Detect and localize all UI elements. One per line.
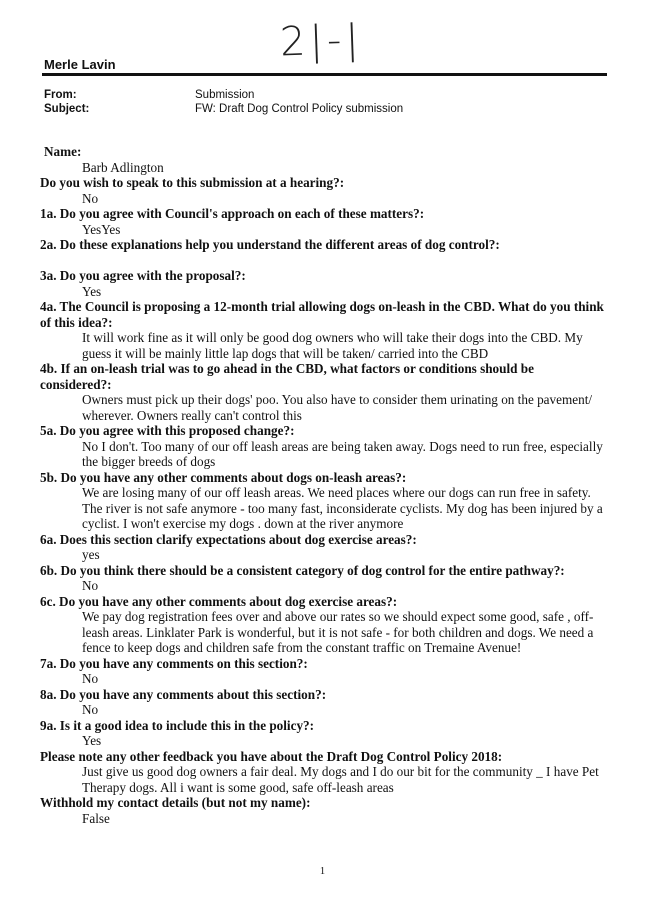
- answer: Yes: [82, 733, 102, 748]
- answer: No: [82, 671, 99, 686]
- question: 5b. Do you have any other comments about dogs on-leash areas?:: [40, 469, 407, 485]
- question: Please note any other feedback you have about the Draft Dog Control Policy 2018:: [40, 748, 503, 764]
- question: 6a. Does this section clarify expectations about dog exercise areas?:: [40, 531, 417, 547]
- question: 7a. Do you have any comments on this section?:: [40, 655, 308, 671]
- answer: No I don't. Too many of our off leash areas are being taken away. Dogs need to run free, especially the bigger breeds of dogs: [82, 438, 603, 469]
- answer: Owners must pick up their dogs' poo. You also have to consider them urinating on the pavement/ wherever. Owners really can't control this: [82, 392, 593, 423]
- answer: No: [82, 702, 99, 717]
- answer: We pay dog registration fees over and above our rates so we should expect some good, safe , off-leash areas. Linklater Park is wonderful, but it is not safe - for both children and dogs. We need a fence to keep dogs and children safe from the constant traffic on Tremaine Avenue!: [82, 609, 594, 655]
- question: 9a. Is it a good idea to include this in the policy?:: [40, 717, 315, 733]
- question: 6c. Do you have any other comments about dog exercise areas?:: [40, 593, 398, 609]
- header-divider: [42, 73, 607, 76]
- name-value: Barb Adlington: [82, 159, 164, 175]
- from-label: From:: [44, 89, 77, 101]
- answer: No: [82, 190, 99, 206]
- question: 5a. Do you agree with this proposed change?:: [40, 423, 295, 438]
- answer: No: [82, 578, 99, 593]
- submission-form: [40, 144, 605, 826]
- answer: yes: [82, 547, 100, 562]
- page-number: 1: [319, 866, 326, 877]
- handwritten-reference-number: 2|-|: [279, 16, 364, 66]
- question: 1a. Do you agree with Council's approach on each of these matters?:: [40, 206, 425, 221]
- answer: It will work fine as it will only be good dog owners who will take their dogs into the CBD. My guess it will be mainly little lap dogs that will be taken/ carried into the CBD: [82, 330, 583, 361]
- name-label: Name:: [44, 144, 82, 159]
- question: 4a. The Council is proposing a 12-month trial allowing dogs on-leash in the CBD. What do you think of this idea?:: [40, 299, 604, 330]
- answer: Just give us good dog owners a fair deal. My dogs and I do our bit for the community _ I have Pet Therapy dogs. All i want is some good, safe off-leash areas: [82, 764, 599, 795]
- question: 6b. Do you think there should be a consistent category of dog control for the entire pathway?:: [40, 562, 565, 578]
- answer: False: [82, 810, 110, 826]
- question: Do you wish to speak to this submission at a hearing?:: [40, 175, 345, 190]
- question: 4b. If an on-leash trial was to go ahead in the CBD, what factors or conditions should be considered?:: [40, 361, 534, 392]
- question: Withhold my contact details (but not my name):: [40, 795, 311, 810]
- question: 3a. Do you agree with the proposal?:: [40, 268, 246, 283]
- sender-name: Merle Lavin: [44, 57, 116, 72]
- question: 2a. Do these explanations help you understand the different areas of dog control?:: [40, 237, 500, 252]
- from-value: Submission: [195, 89, 255, 101]
- answer: We are losing many of our off leash areas. We need places where our dogs can run free in safety. The river is not safe anymore - too many fast, inconsiderate cyclists. My dog has been injured by a cyclist. I won't exercise my dogs . down at the river anymore: [82, 485, 603, 531]
- answer: Yes: [82, 283, 102, 299]
- subject-label: Subject:: [44, 103, 90, 115]
- answer: YesYes: [82, 221, 121, 237]
- subject-value: FW: Draft Dog Control Policy submission: [195, 103, 404, 115]
- question: 8a. Do you have any comments about this section?:: [40, 686, 327, 702]
